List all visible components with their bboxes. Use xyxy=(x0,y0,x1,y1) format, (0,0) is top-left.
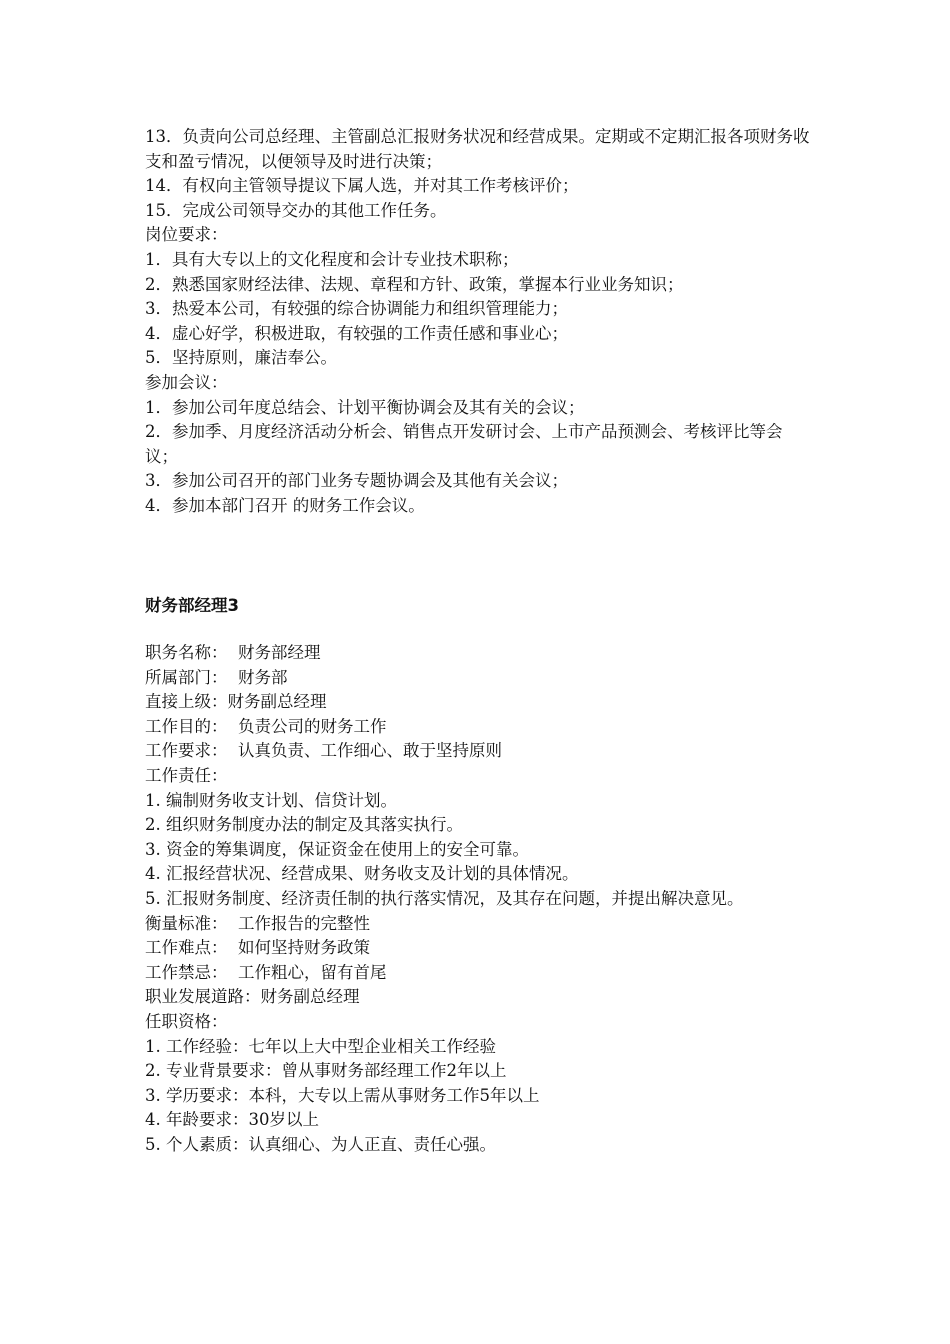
job-description xyxy=(145,641,810,1157)
text-line: 4. 年龄要求：30岁以上 xyxy=(145,1110,319,1130)
text-line: 1. 工作经验：七年以上大中型企业相关工作经验 xyxy=(145,1036,496,1056)
section-label: 任职资格： xyxy=(145,1011,228,1031)
text-line: 14．有权向主管领导提议下属人选，并对其工作考核评价； xyxy=(145,176,579,196)
text-line: 3．参加公司召开的部门业务专题协调会及其他有关会议； xyxy=(145,471,568,491)
section-label: 岗位要求： xyxy=(145,225,228,245)
text-line: 5．坚持原则，廉洁奉公。 xyxy=(145,348,337,368)
text-line: 衡量标准： 工作报告的完整性 xyxy=(145,913,370,933)
text-line: 3．热爱本公司，有较强的综合协调能力和组织管理能力； xyxy=(145,299,568,319)
text-line: 工作要求： 认真负责、工作细心、敢于坚持原则 xyxy=(145,741,502,761)
section-heading: 财务部经理3 xyxy=(145,596,239,615)
text-line: 直接上级：财务副总经理 xyxy=(145,692,327,712)
section-label: 工作责任： xyxy=(145,765,228,785)
text-line: 工作难点： 如何坚持财务政策 xyxy=(145,938,370,958)
text-line: 工作目的： 负责公司的财务工作 xyxy=(145,716,387,736)
text-line: 2．参加季、月度经济活动分析会、销售点开发研讨会、上市产品预测会、考核评比等会议； xyxy=(145,422,783,466)
text-line: 职务名称： 财务部经理 xyxy=(145,643,321,662)
text-line: 15．完成公司领导交办的其他工作任务。 xyxy=(145,200,447,220)
text-line: 5. 个人素质：认真细心、为人正直、责任心强。 xyxy=(145,1134,496,1154)
text-line: 3. 资金的筹集调度，保证资金在使用上的安全可靠。 xyxy=(145,839,529,859)
text-line: 1. 编制财务收支计划、信贷计划。 xyxy=(145,790,397,810)
text-line: 4．虚心好学，积极进取，有较强的工作责任感和事业心； xyxy=(145,323,568,343)
text-line: 5. 汇报财务制度、经济责任制的执行落实情况，及其存在问题，并提出解决意见。 xyxy=(145,888,744,908)
section-label: 参加会议： xyxy=(145,372,228,392)
text-line: 4．参加本部门召开 的财务工作会议。 xyxy=(145,495,425,515)
text-line: 4. 汇报经营状况、经营成果、财务收支及计划的具体情况。 xyxy=(145,864,579,884)
text-line: 13．负责向公司总经理、主管副总汇报财务状况和经营成果。定期或不定期汇报各项财务收支和盈亏情况，以便领导及时进行决策； xyxy=(145,127,810,171)
text-line: 职业发展道路：财务副总经理 xyxy=(145,987,360,1007)
text-line: 1．参加公司年度总结会、计划平衡协调会及其有关的会议； xyxy=(145,397,585,417)
text-line: 2. 专业背景要求：曾从事财务部经理工作2年以上 xyxy=(145,1061,507,1081)
text-line: 2. 组织财务制度办法的制定及其落实执行。 xyxy=(145,815,463,835)
text-line: 工作禁忌： 工作粗心，留有首尾 xyxy=(145,962,387,982)
text-line: 2．熟悉国家财经法律、法规、章程和方针、政策，掌握本行业业务知识； xyxy=(145,274,684,294)
responsibilities-continued xyxy=(145,125,810,519)
text-line: 所属部门： 财务部 xyxy=(145,667,288,687)
text-line: 1．具有大专以上的文化程度和会计专业技术职称； xyxy=(145,249,519,269)
text-line: 3. 学历要求：本科，大专以上需从事财务工作5年以上 xyxy=(145,1085,540,1105)
